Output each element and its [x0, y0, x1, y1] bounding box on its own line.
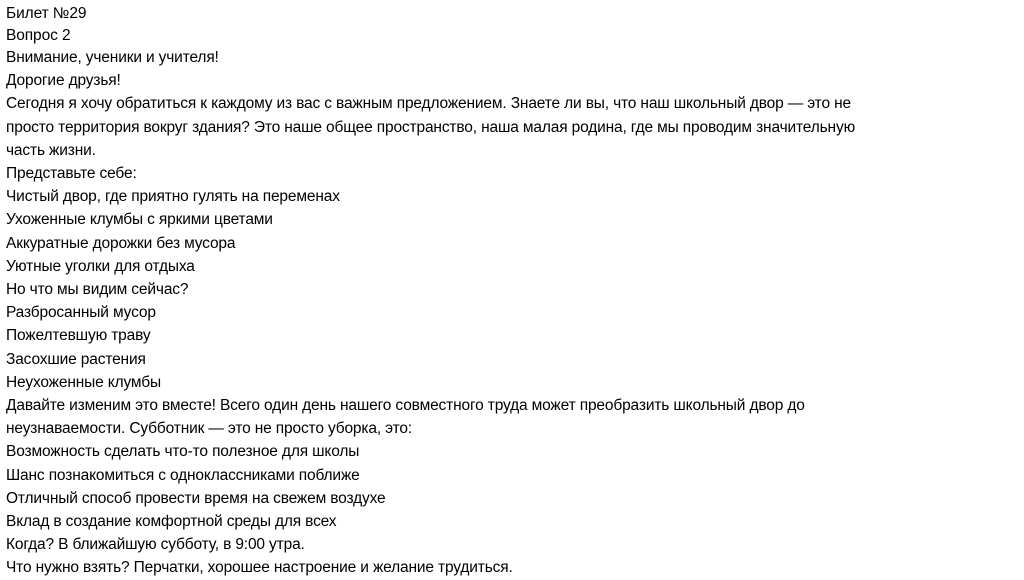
text-line: Уютные уголки для отдыха — [6, 257, 195, 275]
document-header — [6, 3, 86, 47]
text-line: Представьте себе: — [6, 165, 137, 183]
text-line: Неухоженные клумбы — [6, 373, 161, 391]
text-line: Что нужно взять? Перчатки, хорошее настроение и желание трудиться. — [6, 559, 513, 577]
text-line: Сегодня я хочу обратиться к каждому из вас с важным предложением. Знаете ли вы, что наш школьный двор — это не — [6, 95, 851, 113]
text-line: Чистый двор, где приятно гулять на переменах — [6, 188, 340, 206]
text-line: Внимание, ученики и учителя! — [6, 49, 219, 66]
text-line: Аккуратные дорожки без мусора — [6, 234, 236, 252]
text-line: Засохшие растения — [6, 350, 146, 368]
ticket-number: Билет №29 — [6, 5, 87, 22]
text-line: Пожелтевшую траву — [6, 327, 151, 345]
text-line: часть жизни. — [6, 141, 96, 159]
text-line: Разбросанный мусор — [6, 304, 156, 322]
text-line: просто территория вокруг здания? Это наше общее пространство, наша малая родина, где мы проводим значительную — [6, 118, 856, 136]
text-line: Но что мы видим сейчас? — [6, 281, 189, 299]
text-line: неузнаваемости. Субботник — это не просто уборка, это: — [6, 420, 412, 438]
text-line: Когда? В ближайшую субботу, в 9:00 утра. — [6, 536, 305, 554]
document-body — [6, 46, 1016, 580]
question-number: Вопрос 2 — [6, 27, 71, 44]
text-line: Возможность сделать что-то полезное для школы — [6, 443, 360, 461]
text-line: Дорогие друзья! — [6, 72, 121, 90]
text-line: Вклад в создание комфортной среды для всех — [6, 513, 337, 531]
text-line: Ухоженные клумбы с яркими цветами — [6, 211, 273, 229]
text-line: Давайте изменим это вместе! Всего один день нашего совместного труда может преобразить школьный двор до — [6, 397, 805, 415]
text-line: Шанс познакомиться с одноклассниками поближе — [6, 466, 360, 484]
text-line: Отличный способ провести время на свежем воздухе — [6, 489, 386, 507]
